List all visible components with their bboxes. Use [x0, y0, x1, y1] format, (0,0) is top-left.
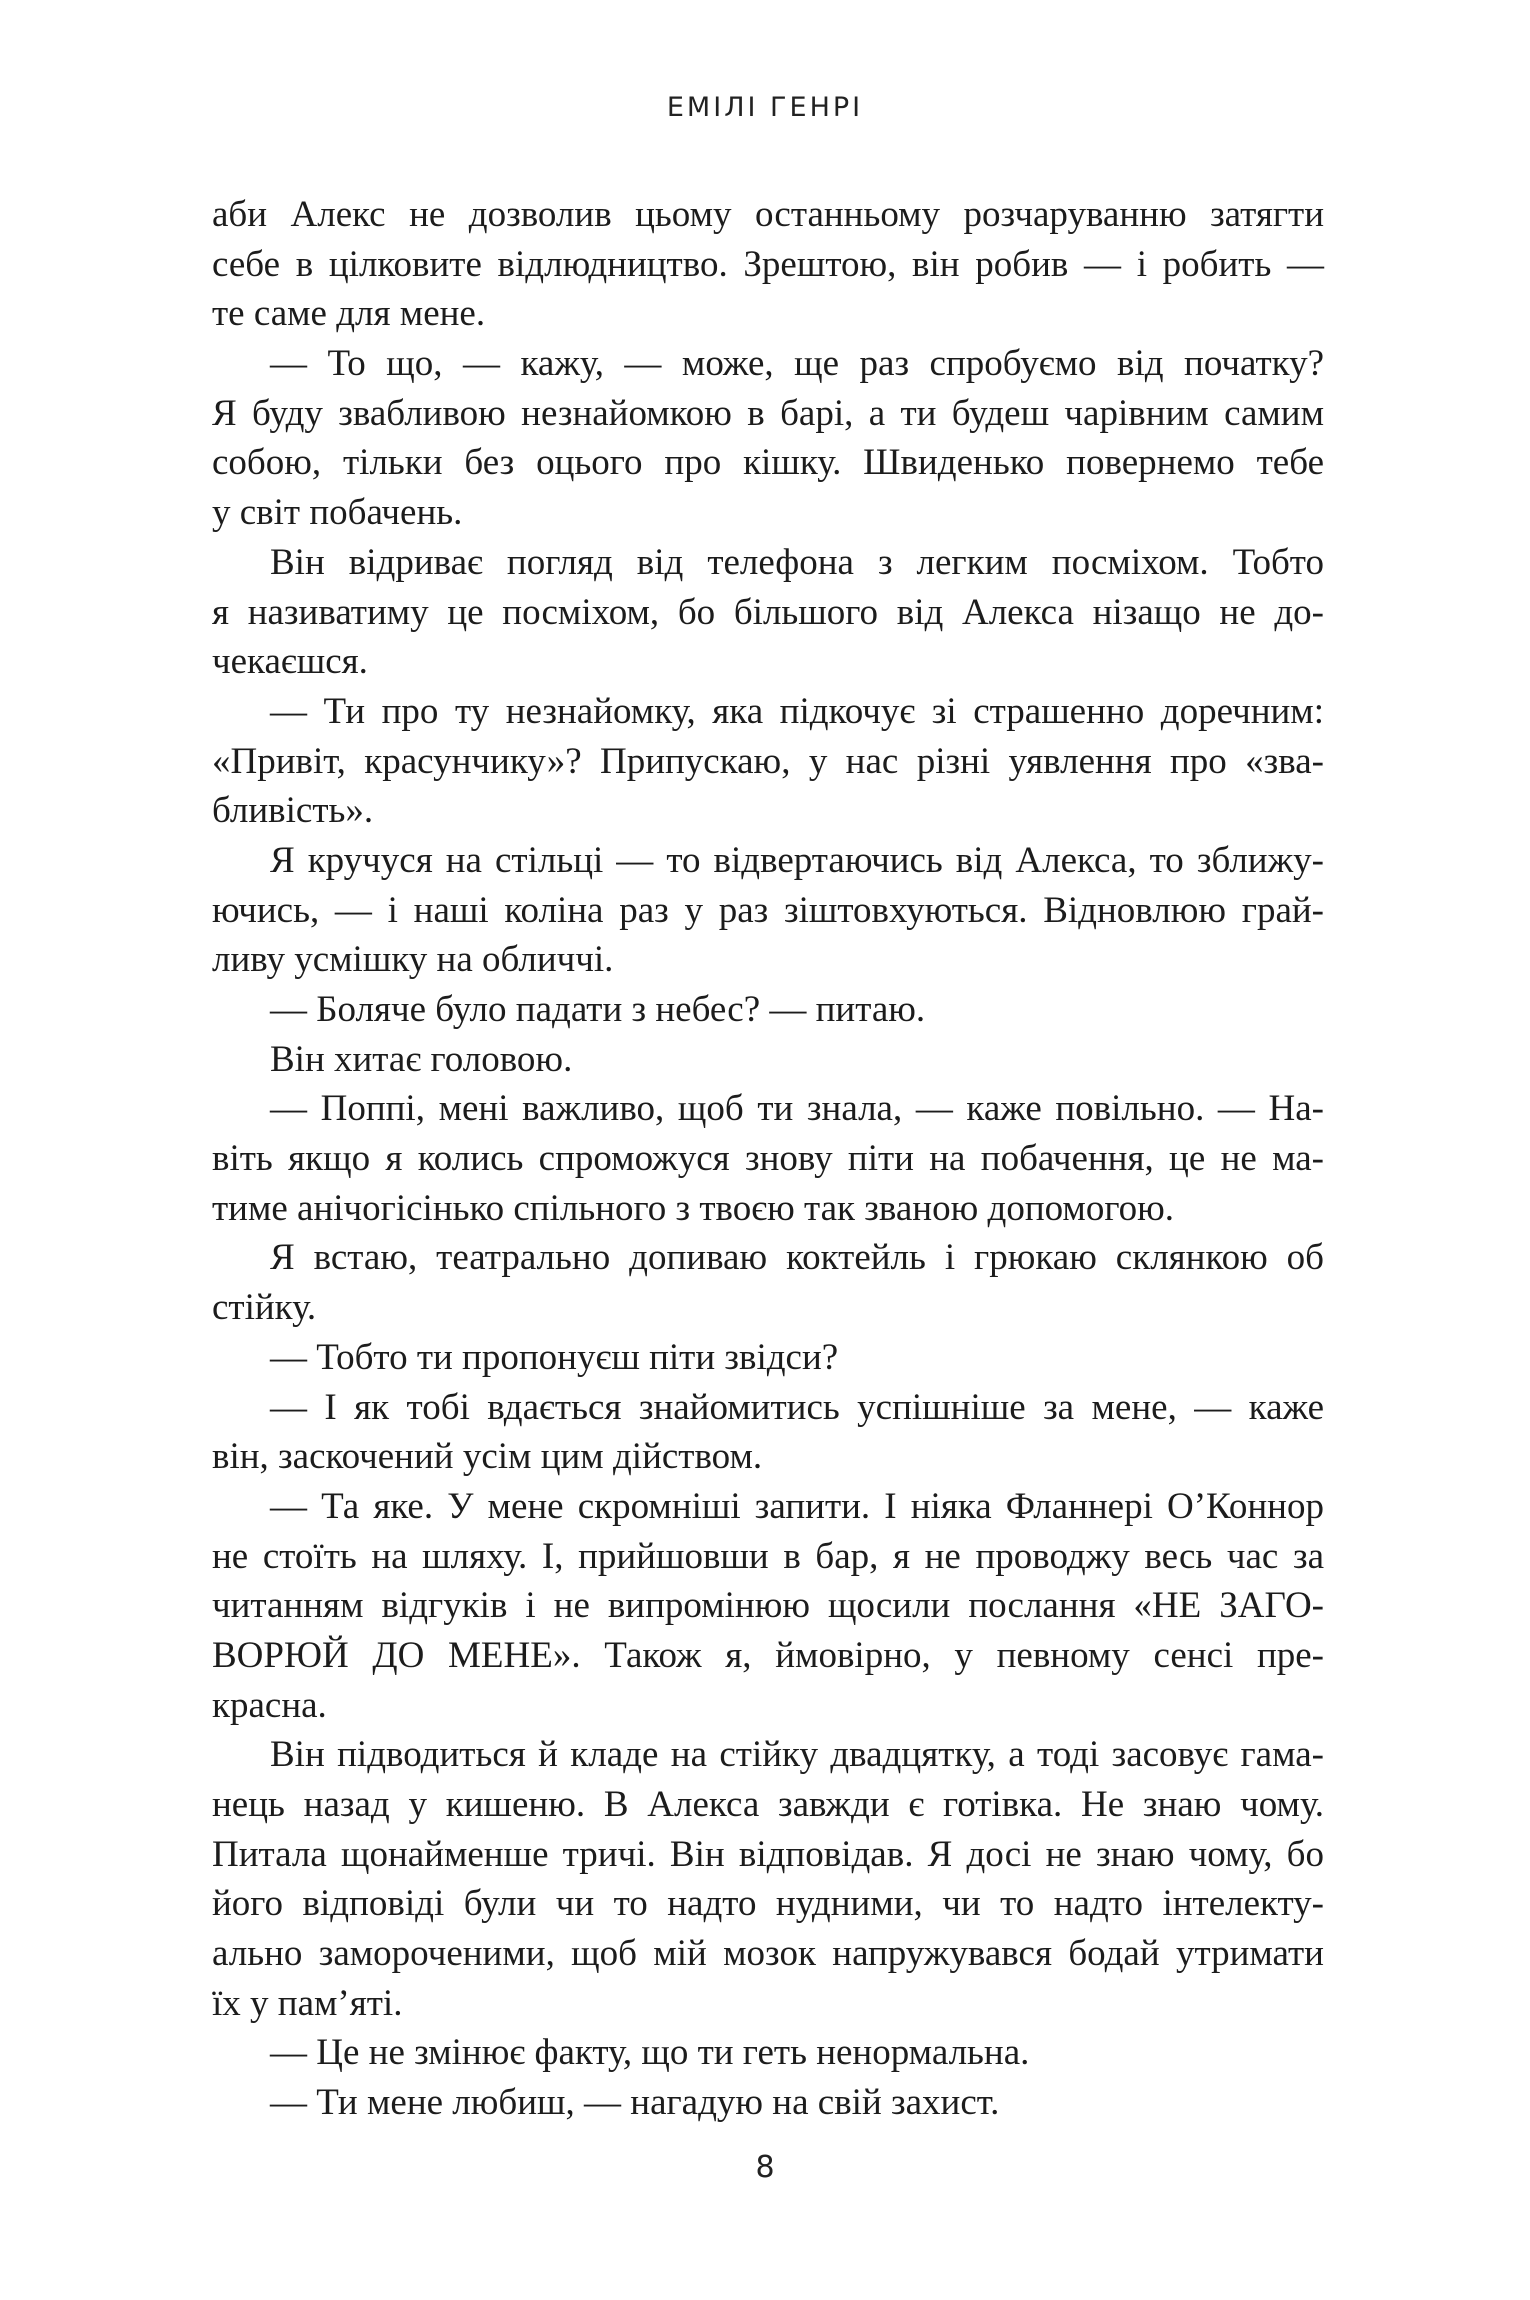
text-line: — Поппі, мені важливо, щоб ти знала, — каже повільно. — На- — [270, 1088, 1324, 1130]
running-head: ЕМІЛІ ГЕНРІ — [666, 92, 864, 123]
text-line: ВОРЮЙ ДО МЕНЕ». Також я, ймовірно, у певному сенсі пре- — [212, 1634, 1324, 1676]
text-line: у світ побачень. — [212, 492, 463, 534]
text-line: нець назад у кишеню. В Алекса завжди є готівка. Не знаю чому. — [212, 1784, 1324, 1825]
text-line: — То що, — кажу, — може, ще раз спробуємо від початку? — [270, 343, 1324, 385]
text-line: ливу усмішку на обличчі. — [212, 939, 614, 981]
text-line: «Привіт, красунчику»? Припускаю, у нас різні уявлення про «зва- — [212, 740, 1324, 782]
text-line: — Тобто ти пропонуєш піти звідси? — [270, 1336, 839, 1378]
text-line: стійку. — [212, 1287, 317, 1329]
text-line: — Ти про ту незнайомку, яка підкочує зі страшенно доречним: — [270, 690, 1324, 732]
page-number: 8 — [755, 2150, 775, 2185]
text-line: красна. — [212, 1684, 327, 1726]
text-line: себе в цілковите відлюдництво. Зрештою, він робив — і робить — — [212, 243, 1324, 285]
text-line: Він відриває погляд від телефона з легким посміхом. Тобто — [270, 541, 1324, 583]
text-line: Я встаю, театрально допиваю коктейль і грюкаю склянкою об — [270, 1237, 1324, 1279]
text-line: собою, тільки без оцього про кішку. Швиденько повернемо тебе — [212, 442, 1324, 484]
text-line: Я буду звабливою незнайомкою в барі, а ти будеш чарівним самим — [212, 392, 1324, 434]
text-line: — Це не змінює факту, що ти геть ненормальна. — [270, 2032, 1030, 2074]
body-text — [212, 190, 1324, 2128]
text-line: аби Алекс не дозволив цьому останньому розчаруванню затягти — [212, 194, 1324, 235]
text-line: він, заскочений усім цим дійством. — [212, 1436, 763, 1478]
text-line: — Ти мене любиш, — нагадую на свій захист. — [270, 2082, 1000, 2124]
text-line: їх у пам’яті. — [212, 1982, 403, 2024]
text-line: бливість». — [212, 790, 374, 832]
text-line: ючись, — і наші коліна раз у раз зіштовхуються. Відновлюю грай- — [212, 889, 1324, 931]
text-line: тиме анічогісінько спільного з твоєю так званою допомогою. — [212, 1187, 1174, 1229]
text-line: його відповіді були чи то надто нудними, чи то надто інтелекту- — [212, 1883, 1324, 1925]
text-line: не стоїть на шляху. І, прийшовши в бар, я не проводжу весь час за — [212, 1535, 1324, 1577]
text-line: читанням відгуків і не випромінюю щосили послання «НЕ ЗАГО- — [212, 1585, 1324, 1627]
text-line: Він хитає головою. — [270, 1038, 573, 1080]
text-line: я називатиму це посміхом, бо більшого від Алекса нізащо не до- — [212, 591, 1324, 633]
text-line: Він підводиться й кладе на стійку двадцятку, а тоді засовує гама- — [270, 1734, 1324, 1776]
text-line: — І як тобі вдається знайомитись успішніше за мене, — каже — [270, 1386, 1324, 1428]
text-line: віть якщо я колись спроможуся знову піти на побачення, це не ма- — [212, 1138, 1324, 1180]
text-line: Я кручуся на стільці — то відвертаючись від Алекса, то зближу- — [270, 839, 1324, 881]
text-line: чекаєшся. — [212, 641, 368, 683]
text-line: — Боляче було падати з небес? — питаю. — [270, 989, 926, 1030]
text-line: те саме для мене. — [212, 293, 486, 335]
text-line: — Та яке. У мене скромніші запити. І ніяка Фланнері О’Коннор — [270, 1485, 1324, 1527]
text-line: ально замороченими, щоб мій мозок напружувався бодай утримати — [212, 1933, 1324, 1975]
text-line: Питала щонайменше тричі. Він відповідав. Я досі не знаю чому, бо — [212, 1833, 1324, 1875]
